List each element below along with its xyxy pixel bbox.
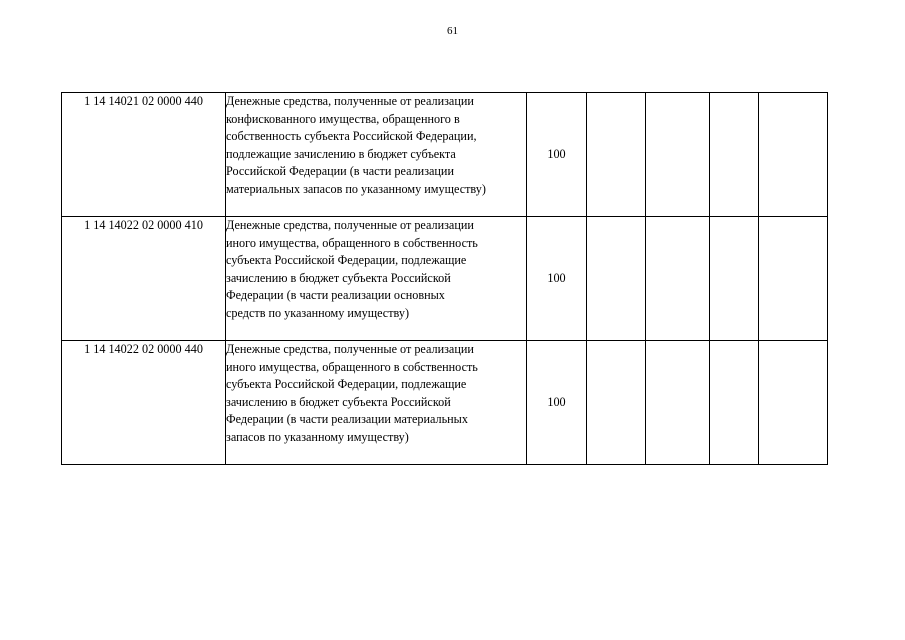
description-line: иного имущества, обращенного в собственность (226, 235, 478, 250)
empty-cell (587, 341, 646, 465)
description-line: конфискованного имущества, обращенного в (226, 111, 460, 126)
table-row (62, 93, 828, 217)
empty-cell (646, 341, 710, 465)
description-line: запасов по указанному имуществу) (226, 429, 409, 444)
empty-cell (587, 93, 646, 217)
empty-cell (646, 93, 710, 217)
empty-cell (759, 93, 828, 217)
percent-cell: 100 (527, 93, 587, 217)
description-line: Денежные средства, полученные от реализации (226, 218, 474, 232)
description-line: Денежные средства, полученные от реализации (226, 342, 474, 356)
description-line: материальных запасов по указанному имуществу) (226, 181, 486, 196)
empty-cell (759, 341, 828, 465)
percent-cell: 100 (527, 217, 587, 341)
percent-cell: 100 (527, 341, 587, 465)
description-line: Российской Федерации (в части реализации (226, 164, 454, 179)
description-cell (226, 93, 527, 217)
description-line: Федерации (в части реализации основных (226, 288, 445, 303)
page-number: 61 (447, 25, 458, 37)
revenue-distribution-table (61, 92, 828, 465)
description-line: Денежные средства, полученные от реализации (226, 94, 474, 108)
empty-cell (759, 217, 828, 341)
table-row (62, 341, 828, 465)
description-line: субъекта Российской Федерации, подлежащие (226, 377, 467, 392)
description-line: средств по указанному имуществу) (226, 305, 410, 320)
description-line: иного имущества, обращенного в собственность (226, 359, 478, 374)
budget-code-cell: 1 14 14022 02 0000 440 (62, 341, 226, 465)
description-line: зачислению в бюджет субъекта Российской (226, 270, 451, 285)
description-line: зачислению в бюджет субъекта Российской (226, 394, 451, 409)
description-line: субъекта Российской Федерации, подлежащие (226, 253, 467, 268)
empty-cell (710, 93, 759, 217)
empty-cell (710, 217, 759, 341)
description-cell (226, 341, 527, 465)
description-line: подлежащие зачислению в бюджет субъекта (226, 146, 456, 161)
empty-cell (587, 217, 646, 341)
budget-code-cell: 1 14 14022 02 0000 410 (62, 217, 226, 341)
description-line: собственность субъекта Российской Федерации, (226, 129, 477, 144)
table-row (62, 217, 828, 341)
description-cell (226, 217, 527, 341)
budget-code-cell: 1 14 14021 02 0000 440 (62, 93, 226, 217)
empty-cell (646, 217, 710, 341)
description-line: Федерации (в части реализации материальных (226, 412, 468, 427)
empty-cell (710, 341, 759, 465)
